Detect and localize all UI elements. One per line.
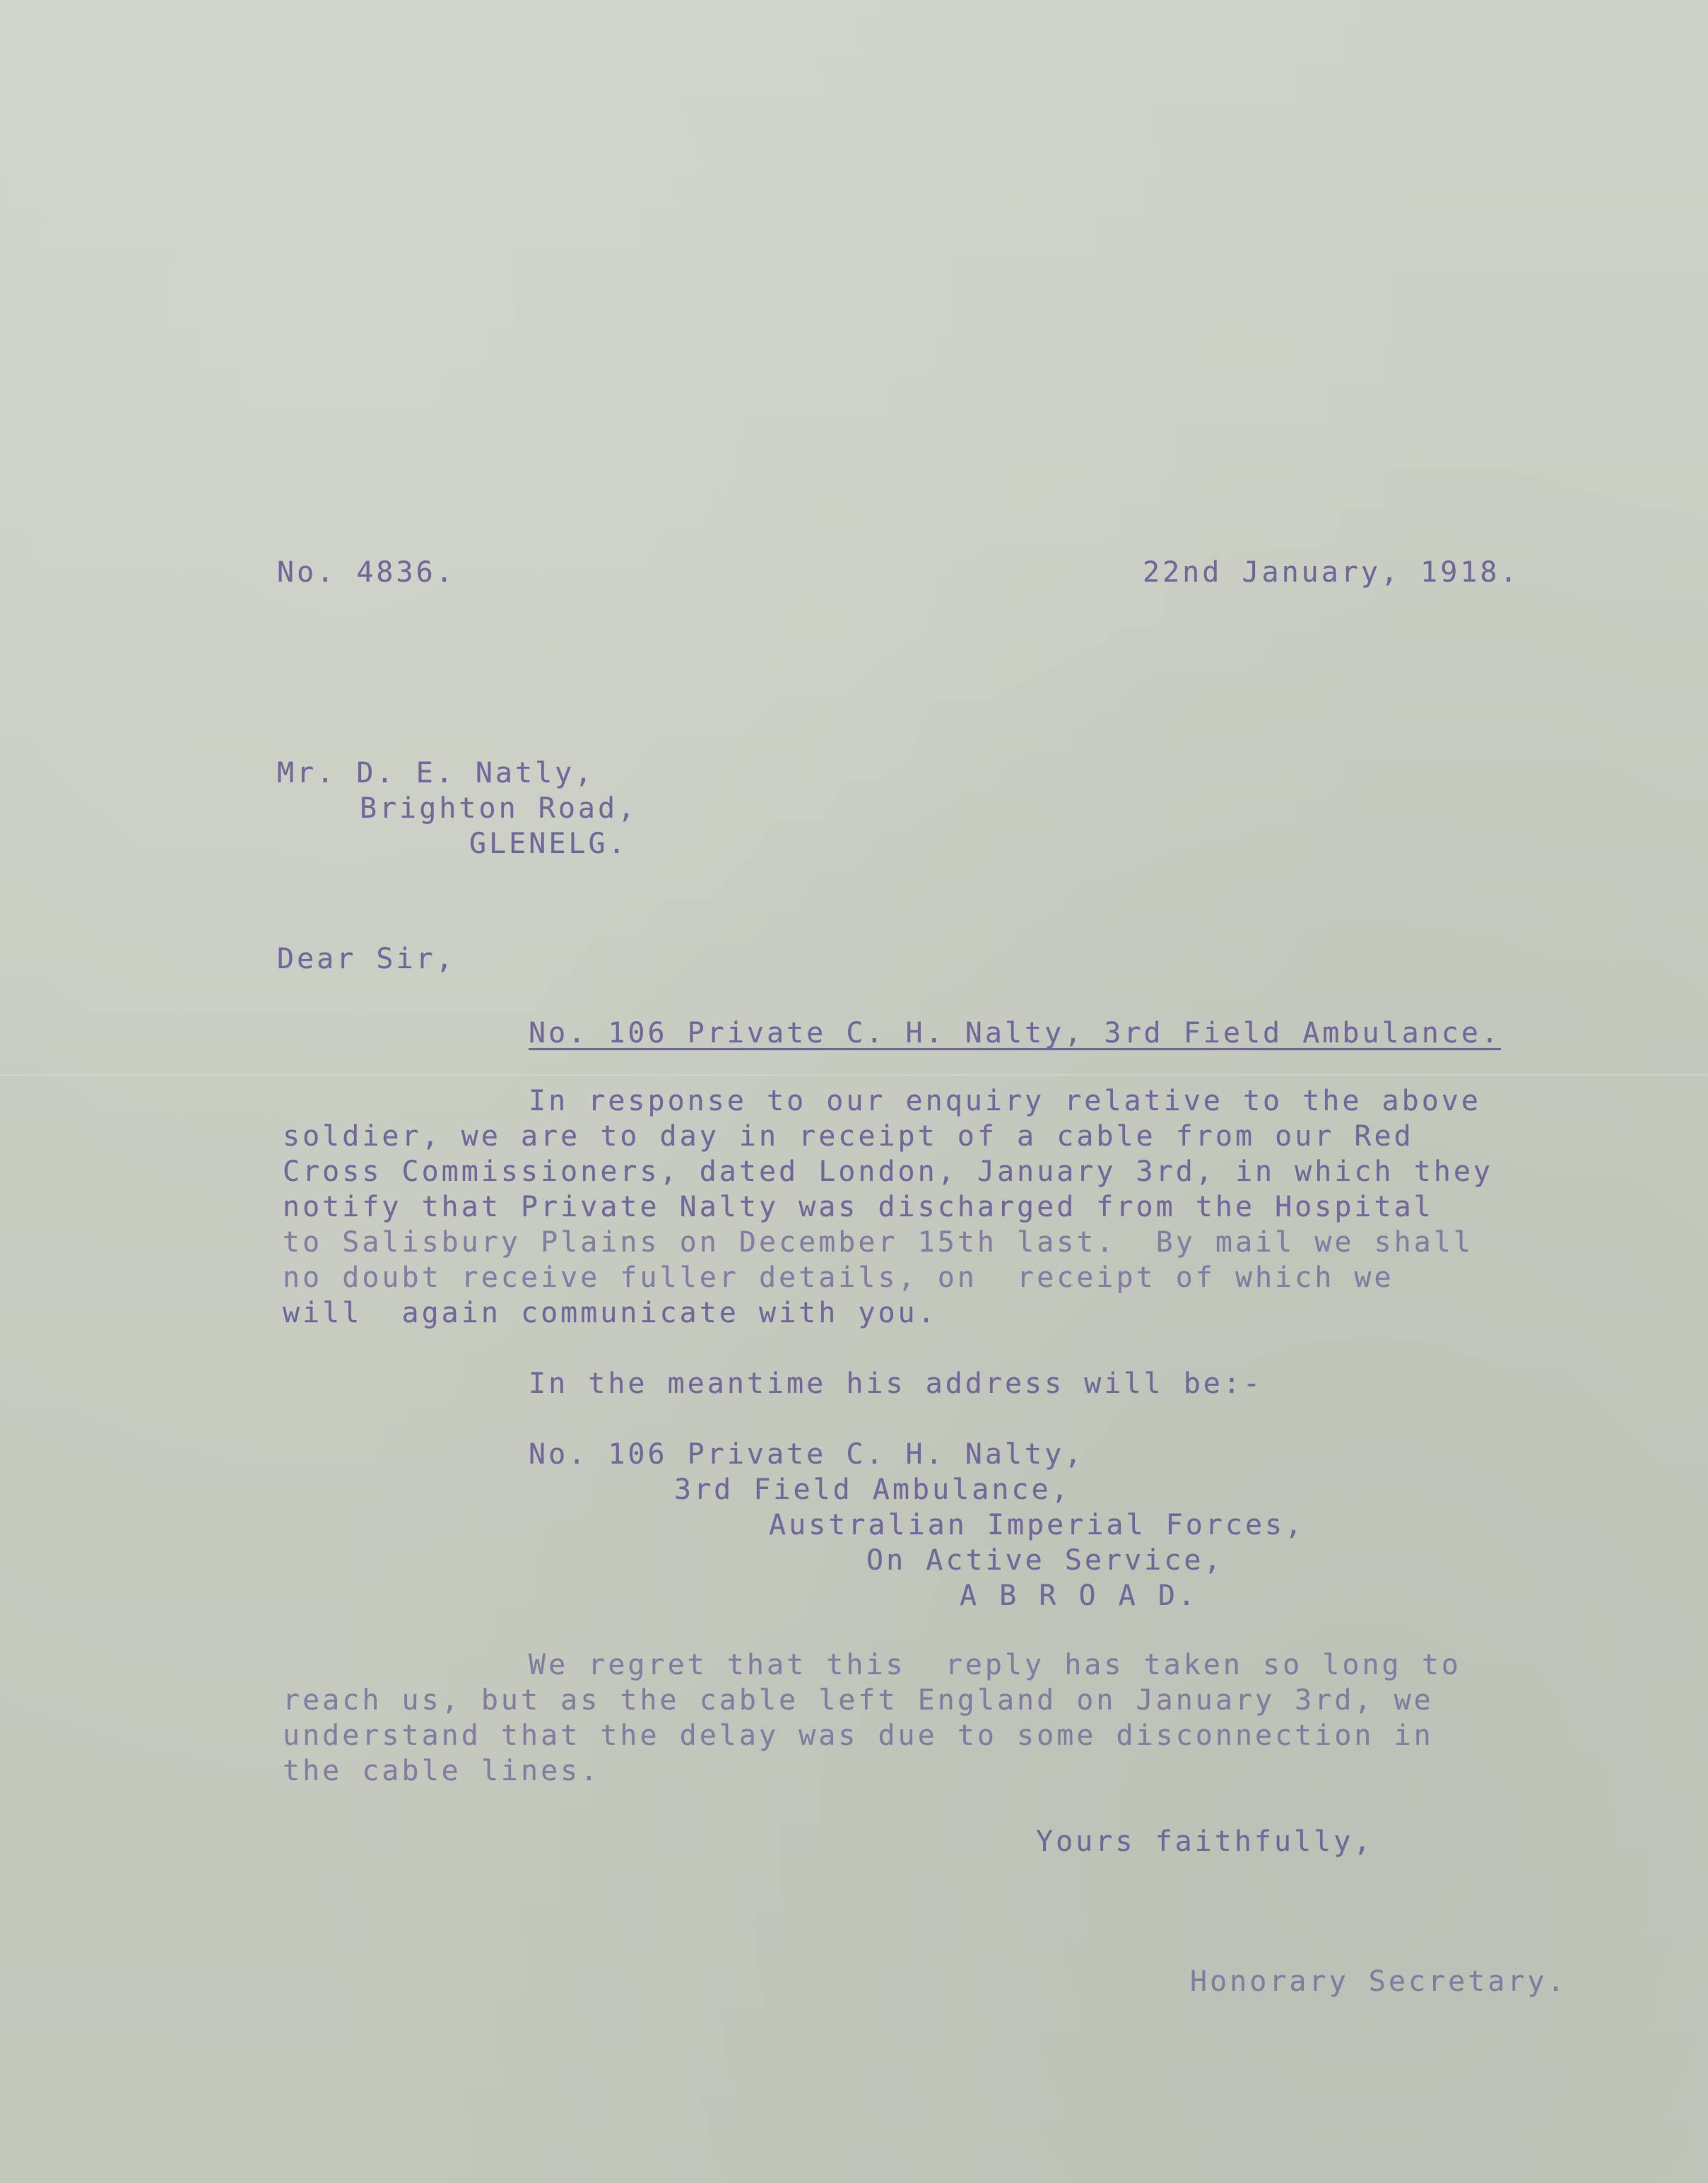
paragraph-line: In response to our enquiry relative to the above [529,1085,1481,1117]
reference-number: No. 4836. [277,556,456,589]
soldier-address-line: 3rd Field Ambulance, [674,1473,1071,1506]
paragraph-line: notify that Private Nalty was discharged from the Hospital [283,1191,1434,1223]
soldier-address-line: Australian Imperial Forces, [769,1509,1305,1541]
soldier-address-line: No. 106 Private C. H. Nalty, [529,1438,1085,1471]
paragraph-line: to Salisbury Plains on December 15th last. By mail we shall [283,1226,1473,1259]
paragraph-line: will again communicate with you. [283,1297,938,1329]
meantime-line: In the meantime his address will be:- [529,1367,1264,1400]
paragraph-line: no doubt receive fuller details, on receipt of which we [283,1261,1394,1294]
closing: Yours faithfully, [1036,1825,1374,1858]
signature-title: Honorary Secretary. [1190,1965,1567,1998]
soldier-address-line: A B R O A D. [960,1579,1198,1612]
paragraph-line: We regret that this reply has taken so long to [529,1649,1461,1681]
recipient-town: GLENELG. [469,828,628,860]
paragraph-line: Cross Commissioners, dated London, January 3rd, in which they [283,1155,1494,1188]
paragraph-line: understand that the delay was due to some disconnection in [283,1719,1434,1752]
paragraph-line: soldier, we are to day in receipt of a cable from our Red [283,1120,1414,1153]
paragraph-line: the cable lines. [283,1755,601,1787]
recipient-street: Brighton Road, [360,792,638,825]
paragraph-line: reach us, but as the cable left England on January 3rd, we [283,1684,1434,1717]
soldier-address-line: On Active Service, [866,1544,1224,1577]
paper-fold [0,1074,1708,1076]
salutation: Dear Sir, [277,943,456,975]
subject-line: No. 106 Private C. H. Nalty, 3rd Field Ambulance. [529,1017,1502,1049]
letter-date: 22nd January, 1918. [1143,556,1520,589]
recipient-name: Mr. D. E. Natly, [277,757,595,789]
